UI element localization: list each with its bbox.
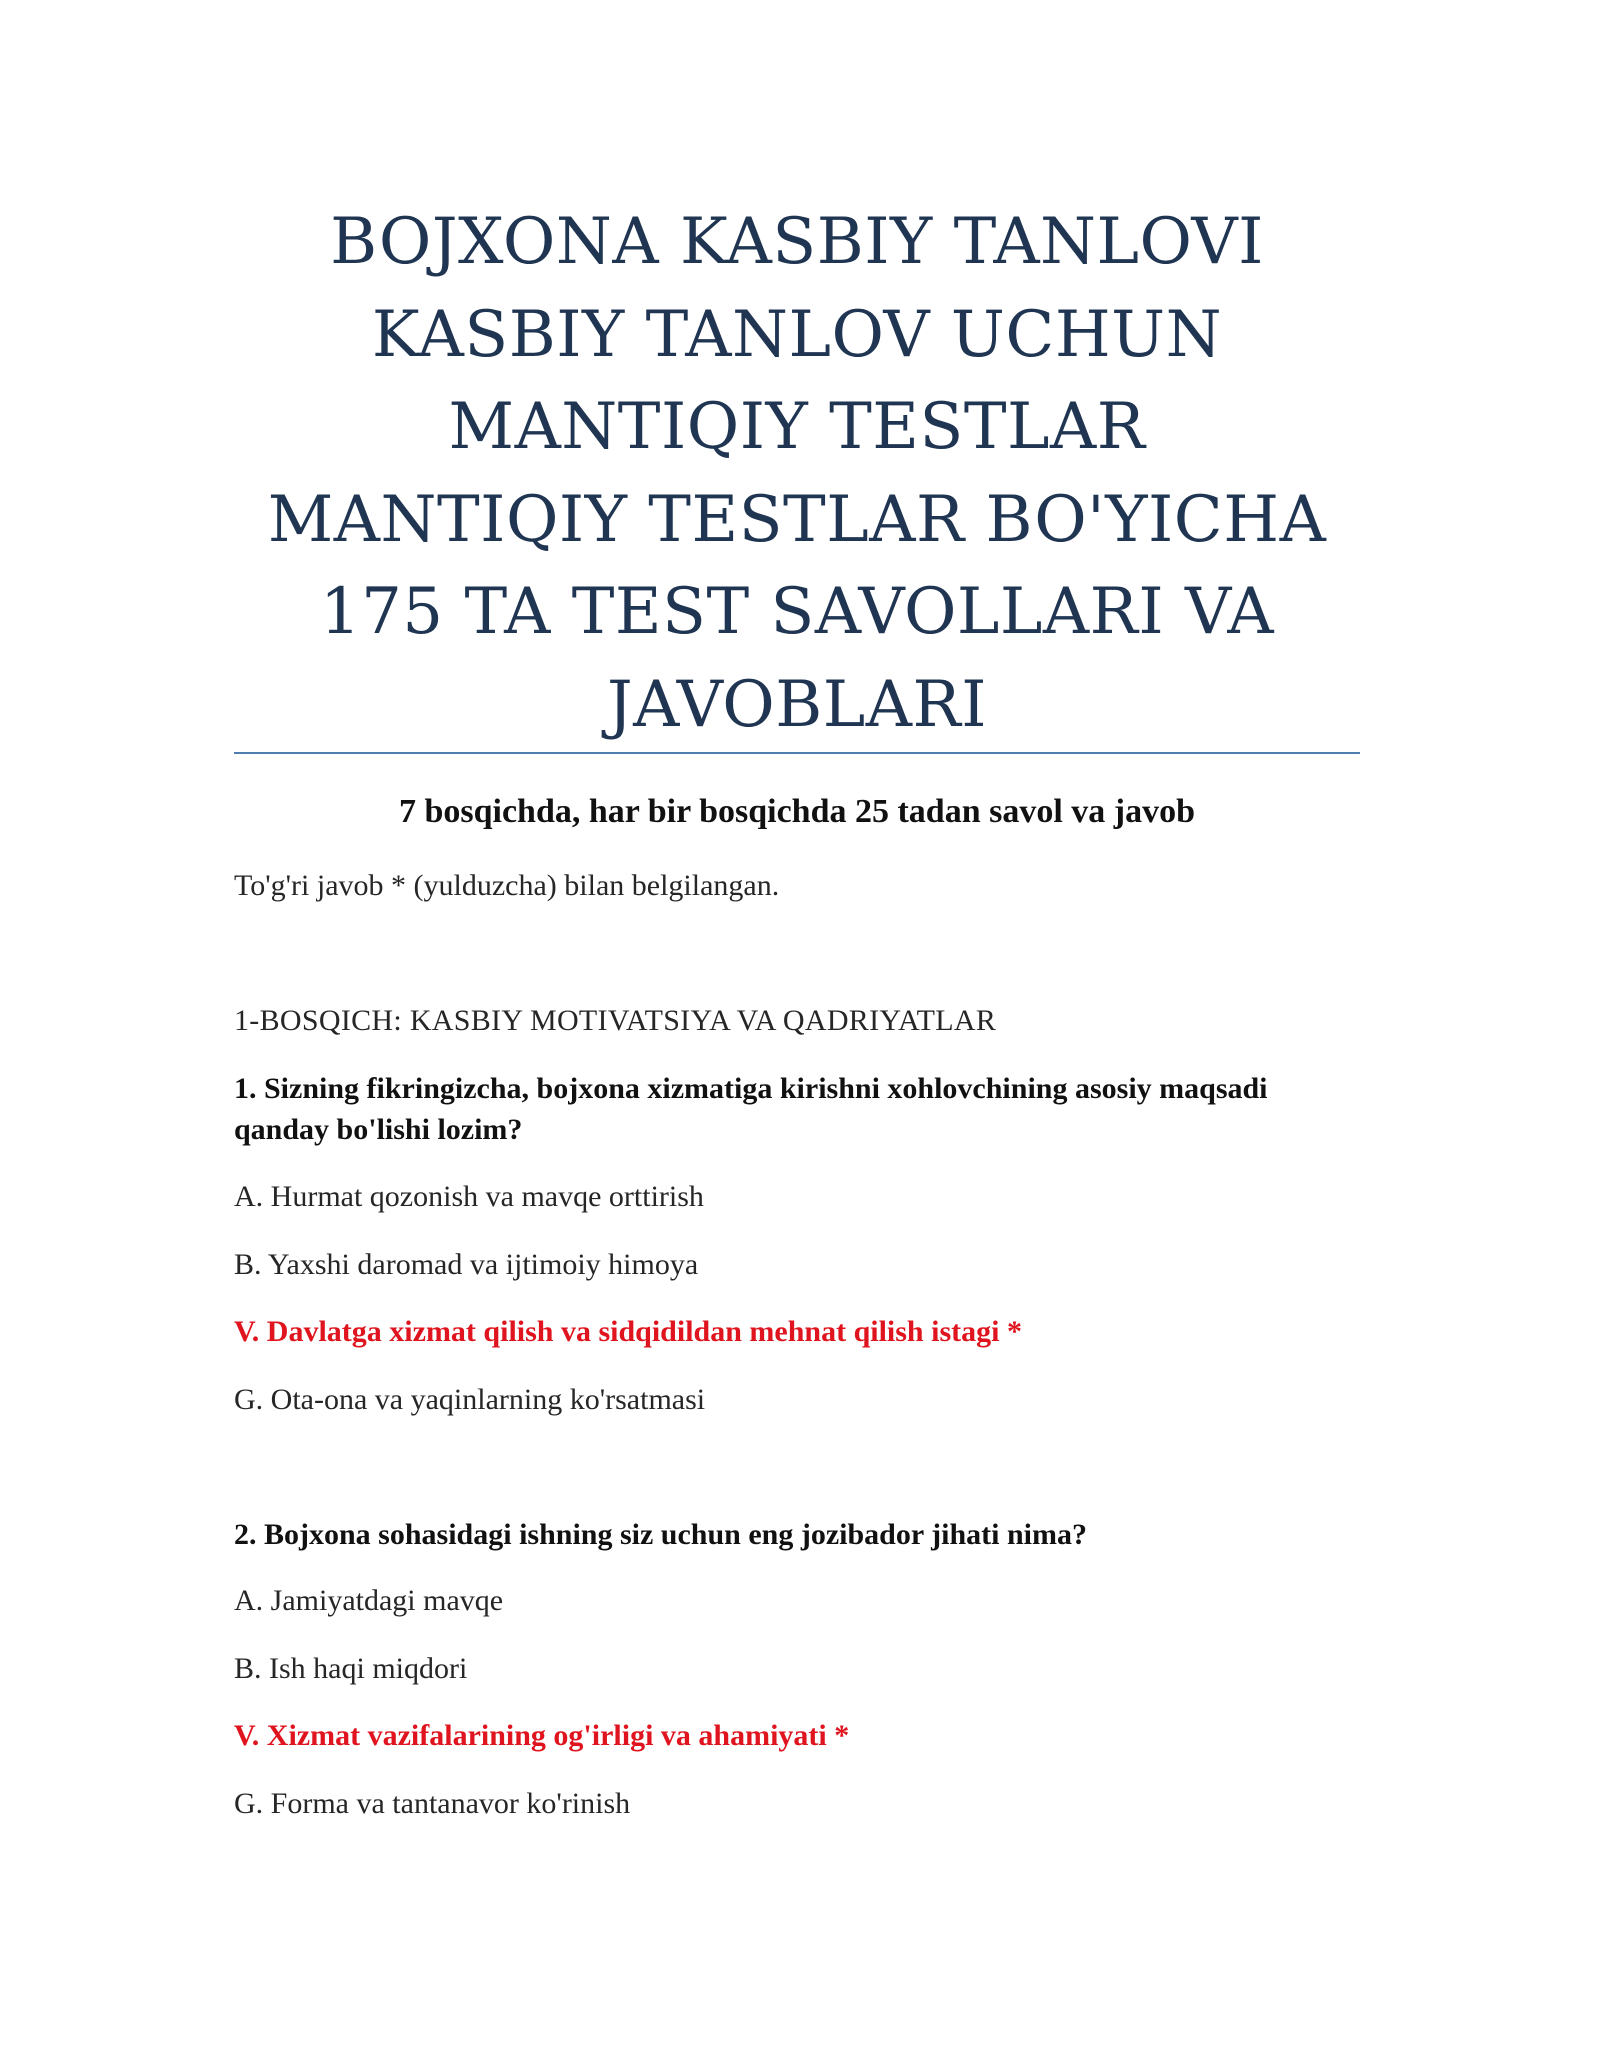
answer-key-note: To'g'ri javob * (yulduzcha) bilan belgilangan.	[234, 869, 780, 902]
question-text: 2. Bojxona sohasidagi ishning siz uchun eng jozibador jihati nima?	[234, 1518, 1087, 1551]
answer-option: A. Hurmat qozonish va mavqe orttirish	[234, 1180, 704, 1213]
title-line: MANTIQIY TESTLAR BO'YICHA	[267, 482, 1327, 557]
document-title	[234, 196, 1360, 751]
document-subtitle: 7 bosqichda, har bir bosqichda 25 tadan savol va javob	[398, 793, 1196, 830]
stage-heading: 1-BOSQICH: KASBIY MOTIVATSIYA VA QADRIYATLAR	[234, 1004, 997, 1037]
title-line: 175 TA TEST SAVOLLARI VA	[319, 575, 1275, 649]
title-line: MANTIQIY TESTLAR	[448, 390, 1146, 464]
question-text: 1. Sizning fikringizcha, bojxona xizmatiga kirishni xohlovchining asosiy maqsadi qanday bo'lishi lozim?	[234, 1072, 1268, 1146]
answer-option: B. Yaxshi daromad va ijtimoiy himoya	[234, 1248, 699, 1281]
title-divider	[234, 752, 1360, 754]
answer-option: G. Ota-ona va yaqinlarning ko'rsatmasi	[234, 1383, 706, 1416]
correct-answer-option: V. Davlatga xizmat qilish va sidqidildan mehnat qilish istagi *	[234, 1315, 1022, 1348]
answer-option: A. Jamiyatdagi mavqe	[234, 1584, 504, 1617]
correct-answer-option: V. Xizmat vazifalarining og'irligi va ahamiyati *	[234, 1719, 850, 1752]
title-line: BOJXONA KASBIY TANLOVI	[330, 205, 1264, 279]
answer-option: G. Forma va tantanavor ko'rinish	[234, 1787, 631, 1820]
answer-option: B. Ish haqi miqdori	[234, 1652, 468, 1685]
title-line: JAVOBLARI	[607, 667, 987, 742]
title-line: KASBIY TANLOV UCHUN	[371, 297, 1223, 372]
